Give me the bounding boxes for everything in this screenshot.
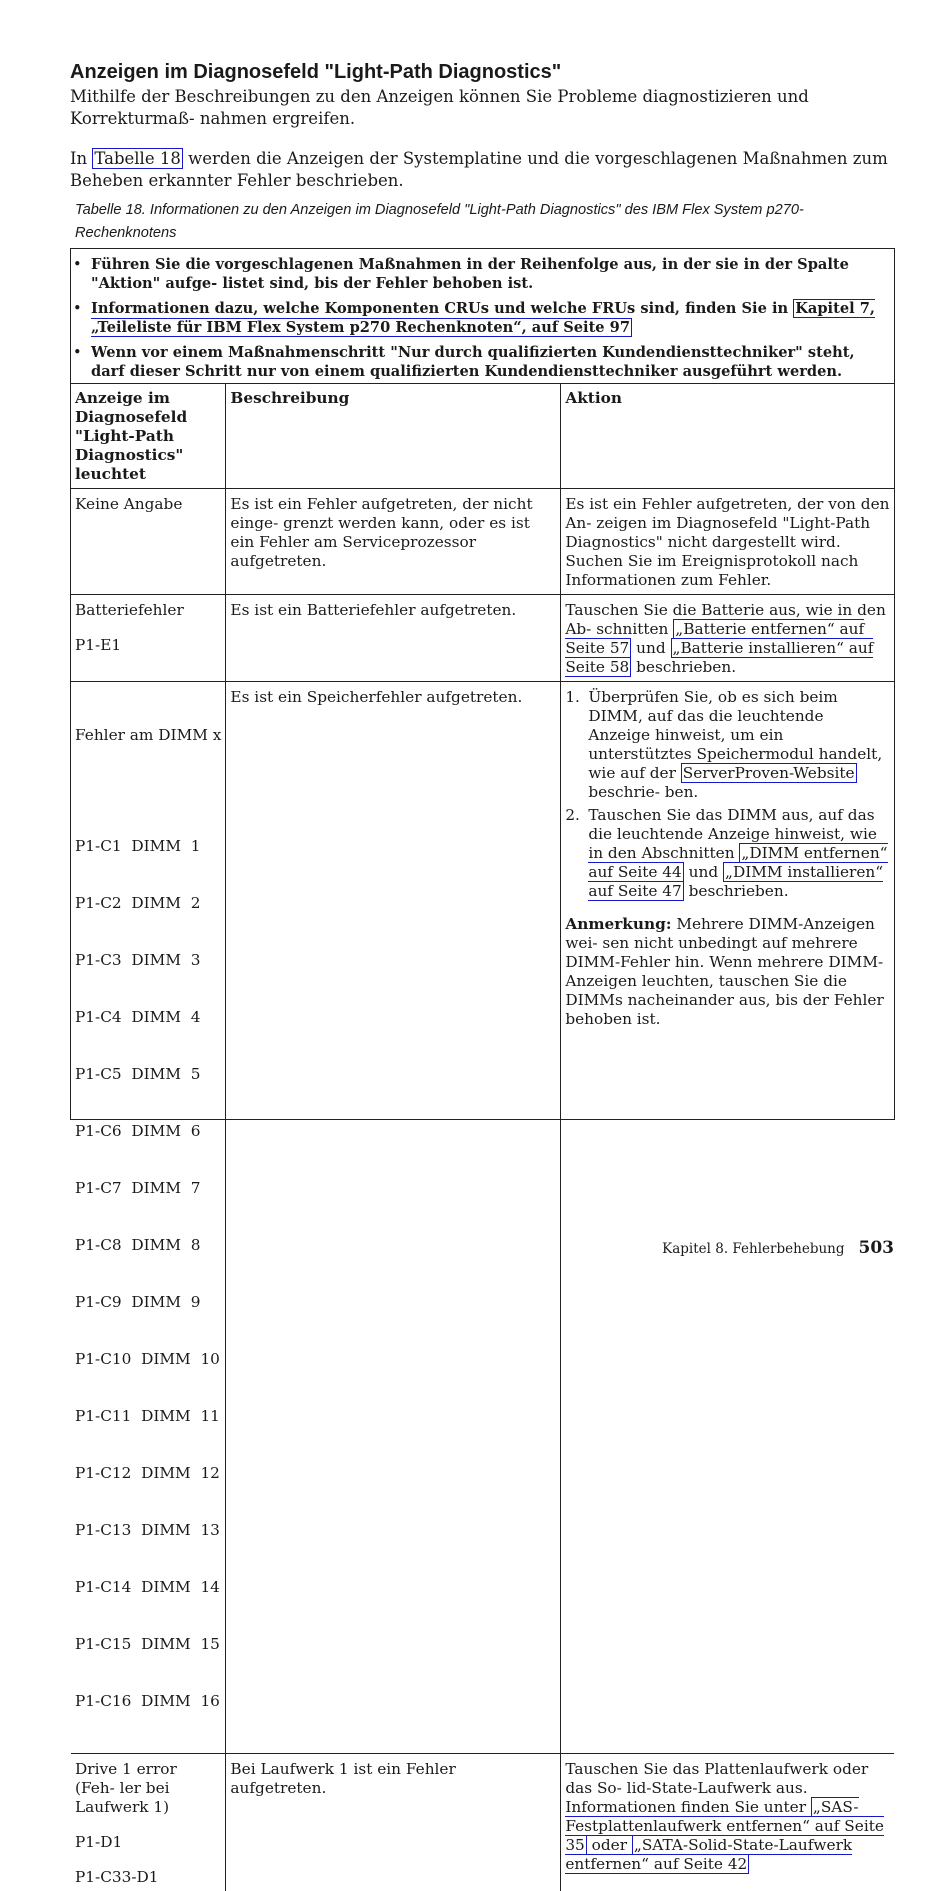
step-number: 1. [565, 688, 580, 707]
action-cell [561, 682, 894, 1754]
bullet-icon: • [73, 255, 82, 274]
battery-remove-link[interactable]: „Batterie entfernen“ auf Seite 57 [565, 619, 864, 658]
led-table [71, 383, 894, 1891]
ssd-remove-link[interactable]: „SATA-Solid-State-Laufwerk entfernen“ auf Seite 42 [565, 1835, 852, 1874]
spacer [75, 620, 221, 636]
action-text: Tauschen Sie das Plattenlaufwerk oder das So- lid-State-Laufwerk aus. Informationen finden Sie unter [565, 1760, 868, 1816]
step-text: beschrieben. [684, 882, 789, 900]
dimm-code: P1-C13 DIMM 13 [75, 1521, 221, 1540]
note-item [91, 343, 880, 381]
indicator-code: P1-C33-D1 [75, 1868, 221, 1887]
page-number: 503 [859, 1238, 895, 1258]
action-text: Tauschen Sie die Batterie aus, wie in den Ab- schnitten [565, 601, 886, 638]
bullet-icon: • [73, 343, 82, 362]
dimm-code: P1-C7 DIMM 7 [75, 1179, 221, 1198]
table-row [71, 682, 894, 1754]
spacer [75, 783, 221, 799]
step-text: beschrie- ben. [588, 783, 698, 801]
header-indicator: Anzeige im Diagnosefeld "Light-Path Diagnostics" leuchtet [71, 383, 226, 489]
bullet-icon: • [73, 299, 82, 318]
dimm-code: P1-C5 DIMM 5 [75, 1065, 221, 1084]
table-row [71, 489, 894, 595]
indicator-cell [71, 1754, 226, 1891]
para-text-pre: In [70, 149, 92, 168]
dimm-code: P1-C1 DIMM 1 [75, 837, 221, 856]
note-item [91, 255, 880, 293]
note-body: Mehrere DIMM-Anzeigen wei- sen nicht unbedingt auf mehrere DIMM-Fehler hin. Wenn mehrere DIMM-Anzeigen leuchten, tauschen Sie die DIMMs nacheinander aus, bis der Fehler behoben ist. [565, 915, 883, 1028]
action-text: beschrieben. [631, 658, 736, 676]
action-cell [561, 1754, 894, 1891]
dimm-code: P1-C2 DIMM 2 [75, 894, 221, 913]
table-row [71, 595, 894, 682]
intro-paragraph: Mithilfe der Beschreibungen zu den Anzeigen können Sie Probleme diagnostizieren und Korrekturmaß- nahmen ergreifen. [70, 86, 900, 130]
description-cell: Es ist ein Fehler aufgetreten, der nicht einge- grenzt werden kann, oder es ist ein Fehler am Serviceprozessor aufgetreten. [226, 489, 561, 595]
spacer [75, 1817, 221, 1833]
indicator-name: Batteriefehler [75, 601, 221, 620]
dimm-code: P1-C3 DIMM 3 [75, 951, 221, 970]
action-step [565, 688, 890, 802]
table-notes [71, 249, 894, 384]
indicator-name: Drive 1 error (Feh- ler bei Laufwerk 1) [75, 1760, 221, 1817]
indicator-code: P1-E1 [75, 636, 221, 655]
step-text: Überprüfen Sie, ob es sich beim DIMM, auf das die leuchtende Anzeige hinweist, um ein unterstütztes Speichermodul handelt, wie auf der [588, 688, 882, 782]
table-row [71, 1754, 894, 1891]
indicator-cell: Keine Angabe [71, 489, 226, 595]
table-header-row [71, 383, 894, 489]
table-reference-paragraph [70, 148, 900, 192]
note-item [91, 299, 880, 337]
battery-install-link[interactable]: „Batterie installieren“ auf Seite 58 [565, 638, 873, 677]
action-cell [561, 595, 894, 682]
note-label: Anmerkung: [565, 915, 671, 933]
note-text: Führen Sie die vorgeschlagenen Maßnahmen in der Reihenfolge aus, in der sie in der Spalte "Aktion" aufge- listet sind, bis der Fehler behoben ist. [91, 256, 849, 292]
action-note [565, 915, 890, 1029]
spacer [75, 1852, 221, 1868]
description-cell: Es ist ein Speicherfehler aufgetreten. [226, 682, 561, 1754]
header-description: Beschreibung [226, 383, 561, 489]
dimm-install-link[interactable]: „DIMM installieren“ auf Seite 47 [588, 862, 883, 901]
header-action: Aktion [561, 383, 894, 489]
parts-list-link[interactable]: Kapitel 7, „Teileliste für IBM Flex System p270 Rechenknoten“, auf Seite 97 [91, 299, 875, 337]
description-cell: Bei Laufwerk 1 ist ein Fehler aufgetreten. [226, 1754, 561, 1891]
action-text: und [631, 639, 670, 657]
indicator-cell [71, 595, 226, 682]
dimm-code: P1-C8 DIMM 8 [75, 1236, 221, 1255]
diagnostics-table [70, 248, 895, 1120]
dimm-code: P1-C16 DIMM 16 [75, 1692, 221, 1711]
dimm-code: P1-C9 DIMM 9 [75, 1293, 221, 1312]
action-text: oder [587, 1836, 632, 1854]
dimm-code: P1-C4 DIMM 4 [75, 1008, 221, 1027]
dimm-code: P1-C10 DIMM 10 [75, 1350, 221, 1369]
table-18-link[interactable]: Tabelle 18 [92, 148, 182, 169]
indicator-cell [71, 682, 226, 1754]
serverproven-link[interactable]: ServerProven-Website [681, 763, 857, 783]
description-cell: Es ist ein Batteriefehler aufgetreten. [226, 595, 561, 682]
action-steps [565, 688, 890, 901]
dimm-code: P1-C12 DIMM 12 [75, 1464, 221, 1483]
page-footer [662, 1238, 894, 1258]
step-text: Tauschen Sie das DIMM aus, auf das die leuchtende Anzeige hinweist, wie in den Abschnitten [588, 806, 877, 862]
step-text: und [684, 863, 723, 881]
dimm-code: P1-C11 DIMM 11 [75, 1407, 221, 1426]
action-cell: Es ist ein Fehler aufgetreten, der von den An- zeigen im Diagnosefeld "Light-Path Diagnostics" nicht dargestellt wird. Suchen Sie im Ereignisprotokoll nach Informationen zum Fehler. [561, 489, 894, 595]
table-caption: Tabelle 18. Informationen zu den Anzeigen im Diagnosefeld "Light-Path Diagnostics" des IBM Flex System p270- Rechenknotens [75, 199, 905, 245]
dimm-remove-link[interactable]: „DIMM entfernen“ auf Seite 44 [588, 843, 887, 882]
dimm-code: P1-C15 DIMM 15 [75, 1635, 221, 1654]
footer-chapter: Kapitel 8. Fehlerbehebung [662, 1241, 844, 1257]
dimm-code: P1-C6 DIMM 6 [75, 1122, 221, 1141]
step-number: 2. [565, 806, 580, 825]
para-text-post: werden die Anzeigen der Systemplatine und die vorgeschlagenen Maßnahmen zum Beheben erkannter Fehler beschrieben. [70, 149, 888, 190]
section-heading: Anzeigen im Diagnosefeld "Light-Path Diagnostics" [70, 61, 561, 84]
indicator-name: Fehler am DIMM x [75, 726, 221, 745]
note-text: Informationen dazu, welche Komponenten CRUs und welche FRUs sind, finden Sie in [91, 300, 793, 317]
dimm-code: P1-C14 DIMM 14 [75, 1578, 221, 1597]
indicator-code: P1-D1 [75, 1833, 221, 1852]
action-step [565, 806, 890, 901]
sas-remove-link[interactable]: „SAS-Festplattenlaufwerk entfernen“ auf Seite 35 [565, 1797, 884, 1855]
note-text: Wenn vor einem Maßnahmenschritt "Nur durch qualifizierten Kundendiensttechniker" steht, darf dieser Schritt nur von einem qualifizierten Kundendiensttechniker ausgeführt werden. [91, 344, 855, 380]
